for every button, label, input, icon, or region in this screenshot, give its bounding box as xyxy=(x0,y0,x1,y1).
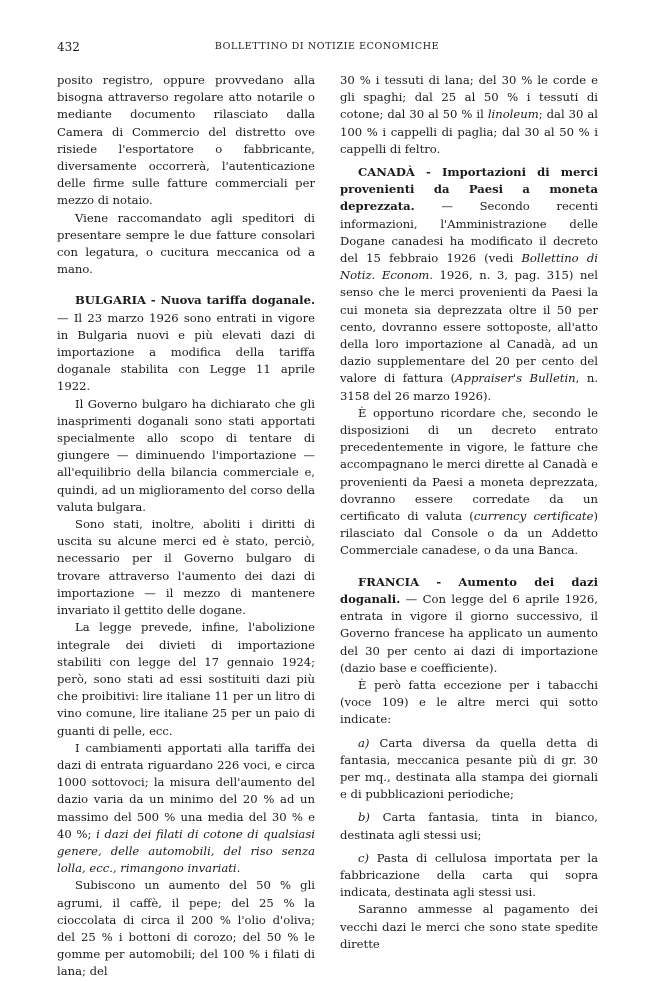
bulgaria-paragraph-5-italic: i dazi dei filati di cotone di qualsiasi genere, delle automobili, del riso senza lolla, ecc., rimangono invariati. xyxy=(57,826,315,876)
francia-item-b-text: Carta fantasia, tinta in bianco, destinata agli stessi usi; xyxy=(340,810,598,842)
canada-lead-italic: Bollettino di Notiz. Econom. xyxy=(340,251,598,283)
canada-p2-text-b: ) rilasciato dal Console o da un Addetto Commerciale canadese, o da una Banca. xyxy=(340,509,598,558)
francia-item-c xyxy=(340,850,598,902)
canada-p2-text-a: È opportuno ricordare che, secondo le disposizioni di un decreto entrato precedentemente in vigore, le fatture che accompagnano le merci dirette al Canadà e provenienti da Paesi a moneta deprezzata, dovranno essere corredate da un certificato di valuta ( xyxy=(340,405,598,524)
canada-p2-italic: currency certificate xyxy=(473,509,594,524)
section-title-bulgaria: BULGARIA - Nuova tariffa doganale. xyxy=(75,293,315,308)
page-number: 432 xyxy=(57,40,80,54)
canada-lead-text-c: , n. 3158 del 26 marzo 1926). xyxy=(340,371,598,403)
paragraph-continuation xyxy=(340,72,598,158)
bulgaria-lead-paragraph xyxy=(57,292,315,395)
francia-item-a-label: a) xyxy=(358,735,370,750)
bulgaria-paragraph-5 xyxy=(57,740,315,878)
francia-item-c-label: c) xyxy=(358,850,370,865)
bulgaria-paragraph-2: Il Governo bulgaro ha dichiarato che gli inasprimenti doganali sono stati apportati specialmente allo scopo di tentare di giungere — diminuendo l'importazione — all'equilibrio della bilancia commerciale e, quindi, ad un miglioramento del corso della valuta bulgara. xyxy=(57,396,315,514)
canada-lead-text-b: 1926, n. 3, pag. 315) nel senso che le merci provenienti da Paesi la cui moneta sia deprezzata oltre il 50 per cento, dovranno essere sottoposte, all'atto della loro importazione al Canadà, ad un dazio supplementare del 20 per cento del valore di fattura ( xyxy=(340,268,598,386)
francia-item-b-label: b) xyxy=(358,810,370,825)
canada-lead-text-a: — Secondo recenti informazioni, l'Amministrazione delle Dogane canadesi ha modificato il decreto del 15 febbraio 1926 (vedi xyxy=(340,199,598,266)
francia-item-a xyxy=(340,735,598,804)
canada-lead-italic-2: Appraiser's Bulletin xyxy=(455,371,576,386)
francia-paragraph-last: Saranno ammesse al pagamento dei vecchi dazi le merci che sono state spedite dirette xyxy=(340,902,598,951)
bulgaria-paragraph-3: Sono stati, inoltre, aboliti i diritti di uscita su alcune merci ed è stato, perciò, necessario per il Governo bulgaro di trovare attraverso l'aumento dei dazi di importazione — il mezzo di mantenere invariato il gettito delle dogane. xyxy=(57,517,315,618)
canada-lead-paragraph xyxy=(340,164,598,405)
francia-paragraph-2: È però fatta eccezione per i tabacchi (voce 109) e le altre merci qui sotto indicate: xyxy=(340,677,598,727)
section-title-francia: FRANCIA - Aumento dei dazi doganali. xyxy=(340,574,598,606)
francia-item-b xyxy=(340,809,598,843)
bulgaria-paragraph-6: Subiscono un aumento del 50 % gli agrumi, il caffè, il pepe; del 25 % la cioccolata di circa il 200 % l'olio d'oliva; del 25 % i bottoni di corozo; del 50 % le gomme per automobili; del 100 % i filati di lana; del xyxy=(57,878,315,979)
right-column xyxy=(340,72,598,953)
continuation-text-a: 30 % i tessuti di lana; del 30 % le corde e gli spaghi; dal 25 al 50 % i tessuti di cotone; dal 30 al 50 % il xyxy=(340,73,598,122)
continuation-linoleum: linoleum xyxy=(487,107,539,122)
paragraph-intro-2: Viene raccomandato agli speditori di presentare sempre le due fatture consolari con legatura, o cucitura meccanica od a mano. xyxy=(57,210,315,277)
page-header xyxy=(57,40,597,60)
francia-item-a-text: Carta diversa da quella detta di fantasia, meccanica pesante più di gr. 30 per mq., destinata alla stampa dei giornali e di pubblicazioni periodiche; xyxy=(340,735,598,802)
section-title-canada: CANADÀ - Importazioni di merci provenienti da Paesi a moneta deprezzata. xyxy=(340,165,598,214)
running-title: BOLLETTINO DI NOTIZIE ECONOMICHE xyxy=(214,41,440,52)
francia-item-c-text: Pasta di cellulosa importata per la fabbricazione della carta qui sopra indicata, destinata agli stessi usi. xyxy=(340,850,598,900)
bulgaria-paragraph-4: La legge prevede, infine, l'abolizione integrale dei divieti di importazione stabiliti con legge del 17 gennaio 1924; però, sono stati ad essi sostituiti dazi più che proibitivi: lire italiane 11 per un litro di vino comune, lire italiane 25 per un paio di guanti di pelle, ecc. xyxy=(57,620,315,738)
francia-lead-paragraph xyxy=(340,574,598,677)
francia-lead-text: — Con legge del 6 aprile 1926, entrata in vigore il giorno successivo, il Governo francese ha applicato un aumento del 30 per cento ai dazi di importazione (dazio base e coefficiente). xyxy=(340,591,598,675)
continuation-text-b: ; dal 30 al 100 % i cappelli di paglia; dal 30 al 50 % i cappelli di feltro. xyxy=(340,107,598,156)
bulgaria-lead-text: — Il 23 marzo 1926 sono entrati in vigore in Bulgaria nuovi e più elevati dazi di importazione a modifica della tariffa doganale stabilita con Legge 11 aprile 1922. xyxy=(57,310,315,394)
left-column xyxy=(57,72,315,981)
paragraph-intro-1: posito registro, oppure provvedano alla bisogna attraverso regolare atto notarile o mediante documento rilasciato dalla Camera di Commercio del distretto ove risiede l'esportatore o fabbricante, diversamente occorrerà, l'autenticazione delle firme sulle fatture commerciali per mezzo di notaio. xyxy=(57,73,315,208)
canada-paragraph-2 xyxy=(340,405,598,560)
bulgaria-paragraph-5-text: I cambiamenti apportati alla tariffa dei dazi di entrata riguardano 226 voci, e circa 1000 sottovoci; la misura dell'aumento del dazio varia da un minimo del 20 % ad un massimo del 500 % una media del 30 % e 40 %; xyxy=(57,740,315,841)
